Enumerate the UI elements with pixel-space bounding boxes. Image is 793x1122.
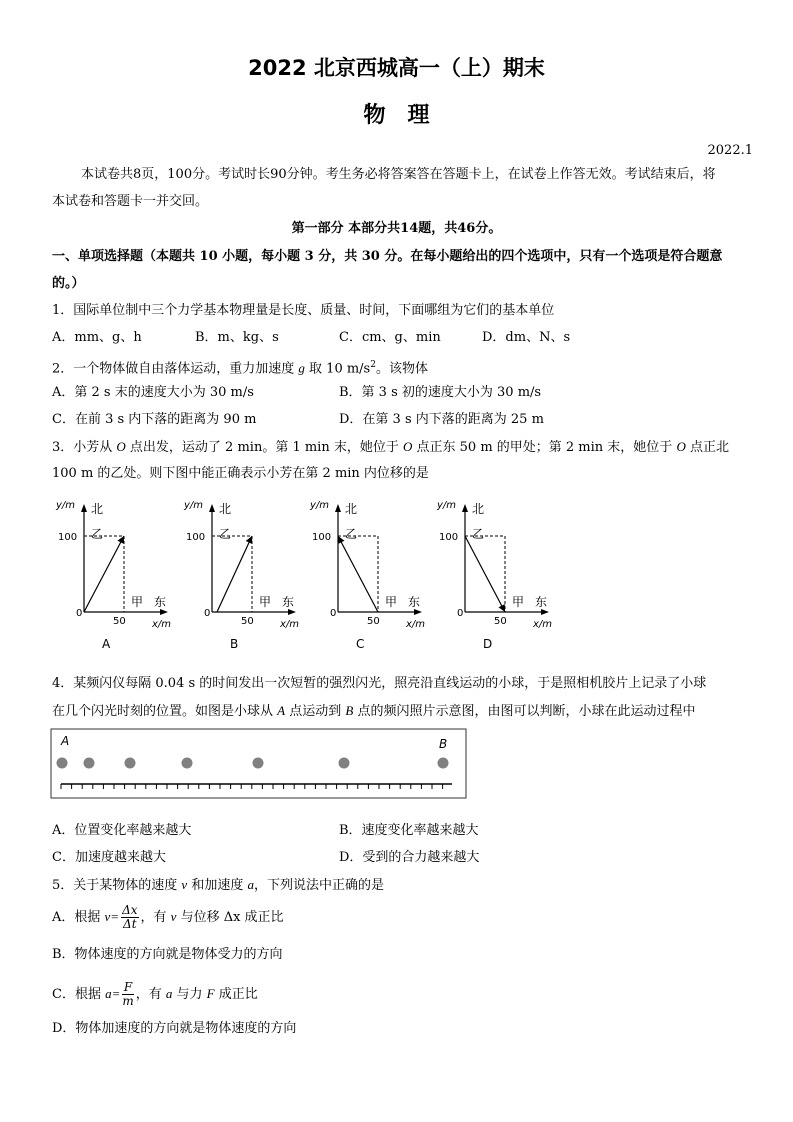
tick-50: 50 [367, 616, 380, 627]
q4-option-d: D．受到的合力越来越大 [339, 850, 480, 865]
q2-option-c: C．在前 3 s 内下落的距离为 90 m [52, 412, 257, 427]
y-axis-label: y/m [310, 500, 330, 511]
q4-stem-line1: 4．某频闪仪每隔 0.04 s 的时间发出一次短暂的强烈闪光，照亮沿直线运动的小球，于是照相机胶片上记录了小球 [52, 676, 707, 691]
option-label: D [483, 637, 493, 651]
ball-6 [339, 758, 350, 769]
east-label: 东 [535, 595, 548, 609]
section1-heading-line2: 的。） [52, 276, 85, 291]
tick-100: 100 [58, 532, 78, 543]
ball-4 [182, 758, 193, 769]
y-axis-label: y/m [437, 500, 457, 511]
yi-label: 乙 [91, 527, 104, 541]
tick-100: 100 [312, 532, 332, 543]
yi-label: 乙 [345, 527, 358, 541]
ball-5 [253, 758, 264, 769]
jia-label: 甲 [385, 595, 398, 609]
north-label: 北 [345, 502, 358, 516]
q1-stem: 1．国际单位制中三个力学基本物理量是长度、质量、时间，下面哪组为它们的基本单位 [52, 303, 555, 318]
q2-option-b: B．第 3 s 初的速度大小为 30 m/s [339, 385, 542, 400]
tick-50: 50 [241, 616, 254, 627]
north-label: 北 [91, 502, 104, 516]
y-axis-arrow [209, 504, 215, 512]
point-a-label: A [61, 734, 70, 748]
q5-option-b: B．物体速度的方向就是物体受力的方向 [52, 947, 283, 962]
ball-7 [438, 758, 449, 769]
part1-heading: 第一部分 本部分共14题，共46分。 [291, 221, 502, 236]
y-axis-arrow [335, 504, 341, 512]
x-axis-label: x/m [533, 619, 553, 630]
x-axis-label: x/m [280, 619, 300, 630]
tick-100: 100 [439, 532, 459, 543]
jia-label: 甲 [131, 595, 144, 609]
displacement-arrow [84, 536, 124, 612]
x-axis-label: x/m [152, 619, 172, 630]
q4-stem-line2: 在几个闪光时刻的位置。如图是小球从 A 点运动到 B 点的频闪照片示意图，由图可以判断，小球在此运动过程中 [52, 703, 696, 719]
y-axis-arrow [462, 504, 468, 512]
q1-option-a: A．mm、g、h [52, 330, 142, 345]
jia-label: 甲 [259, 595, 272, 609]
ball-2 [84, 758, 95, 769]
tick-0: 0 [76, 608, 83, 619]
x-axis-arrow [288, 609, 296, 615]
section1-heading-line1: 一、单项选择题（本题共 10 小题，每小题 3 分，共 30 分。在每小题给出的四个选项中，只有一个选项是符合题意 [52, 249, 723, 264]
option-label: B [230, 637, 239, 651]
y-axis-label: y/m [184, 500, 204, 511]
ball-3 [125, 758, 136, 769]
intro-line-2: 本试卷和答题卡一并交回。 [52, 194, 209, 209]
north-label: 北 [219, 502, 232, 516]
subject-title: 物 理 [363, 103, 430, 128]
y-axis-arrow [81, 504, 87, 512]
tick-50: 50 [113, 616, 126, 627]
q1-option-d: D．dm、N、s [482, 330, 571, 345]
q1-option-b: B．m、kg、s [195, 330, 279, 345]
intro-line-1: 本试卷共8页，100分。考试时长90分钟。考生务必将答案答在答题卡上，在试卷上作答无效。考试结束后，将 [81, 167, 716, 182]
y-axis-label: y/m [56, 500, 76, 511]
x-axis-arrow [541, 609, 549, 615]
q3-graph-d [433, 494, 553, 654]
east-label: 东 [154, 595, 167, 609]
displacement-arrow [465, 536, 505, 612]
q1-option-c: C．cm、g、min [339, 330, 441, 345]
x-axis-arrow [414, 609, 422, 615]
q3-graph-b [180, 494, 300, 654]
east-label: 东 [408, 595, 421, 609]
q5-stem: 5．关于某物体的速度 v 和加速度 a，下列说法中正确的是 [52, 877, 384, 893]
exam-title: 2022 北京西城高一（上）期末 [248, 56, 545, 80]
east-label: 东 [282, 595, 295, 609]
x-axis-label: x/m [406, 619, 426, 630]
tick-50: 50 [494, 616, 507, 627]
x-axis-arrow [160, 609, 168, 615]
option-label: C [356, 637, 365, 651]
displacement-arrow [217, 536, 252, 612]
yi-label: 乙 [472, 527, 485, 541]
tick-100: 100 [186, 532, 206, 543]
q5-option-c: C．根据 a= $\frac{F}{m}$ ，有 a 与力 F 成正比 [52, 980, 258, 1008]
q2-option-a: A．第 2 s 末的速度大小为 30 m/s [52, 385, 254, 400]
q4-option-c: C．加速度越来越大 [52, 850, 166, 865]
q3-graph-c [306, 494, 426, 654]
q5-option-a: A．根据 v= $\frac{\Delta x}{\Delta t}$ ，有 v 与位移 Δx 成正比 [52, 903, 284, 931]
q4-option-a: A．位置变化率越来越大 [52, 823, 192, 838]
tick-0: 0 [204, 608, 211, 619]
q2-option-d: D．在第 3 s 内下落的距离为 25 m [339, 412, 544, 427]
jia-label: 甲 [512, 595, 525, 609]
exam-date: 2022.1 [707, 143, 753, 158]
tick-0: 0 [330, 608, 337, 619]
q3-stem-line2: 100 m 的乙处。则下图中能正确表示小芳在第 2 min 内位移的是 [52, 466, 429, 481]
ball-1 [57, 758, 68, 769]
north-label: 北 [472, 502, 485, 516]
strobe-photo-figure [50, 728, 468, 800]
q4-option-b: B．速度变化率越来越大 [339, 823, 479, 838]
q5-option-d: D．物体加速度的方向就是物体速度的方向 [52, 1021, 297, 1036]
tick-0: 0 [457, 608, 464, 619]
option-label: A [102, 637, 111, 651]
q3-stem-line1: 3．小芳从 O 点出发，运动了 2 min。第 1 min 末，她位于 O 点正东 50 m 的甲处；第 2 min 末，她位于 O 点正北 [52, 439, 729, 455]
q3-graph-a [52, 494, 172, 654]
yi-label: 乙 [219, 527, 232, 541]
displacement-arrow [338, 536, 378, 612]
q2-stem: 2．一个物体做自由落体运动，重力加速度 g 取 10 $m/s^2$。该物体 [52, 360, 428, 377]
point-b-label: B [439, 737, 448, 751]
